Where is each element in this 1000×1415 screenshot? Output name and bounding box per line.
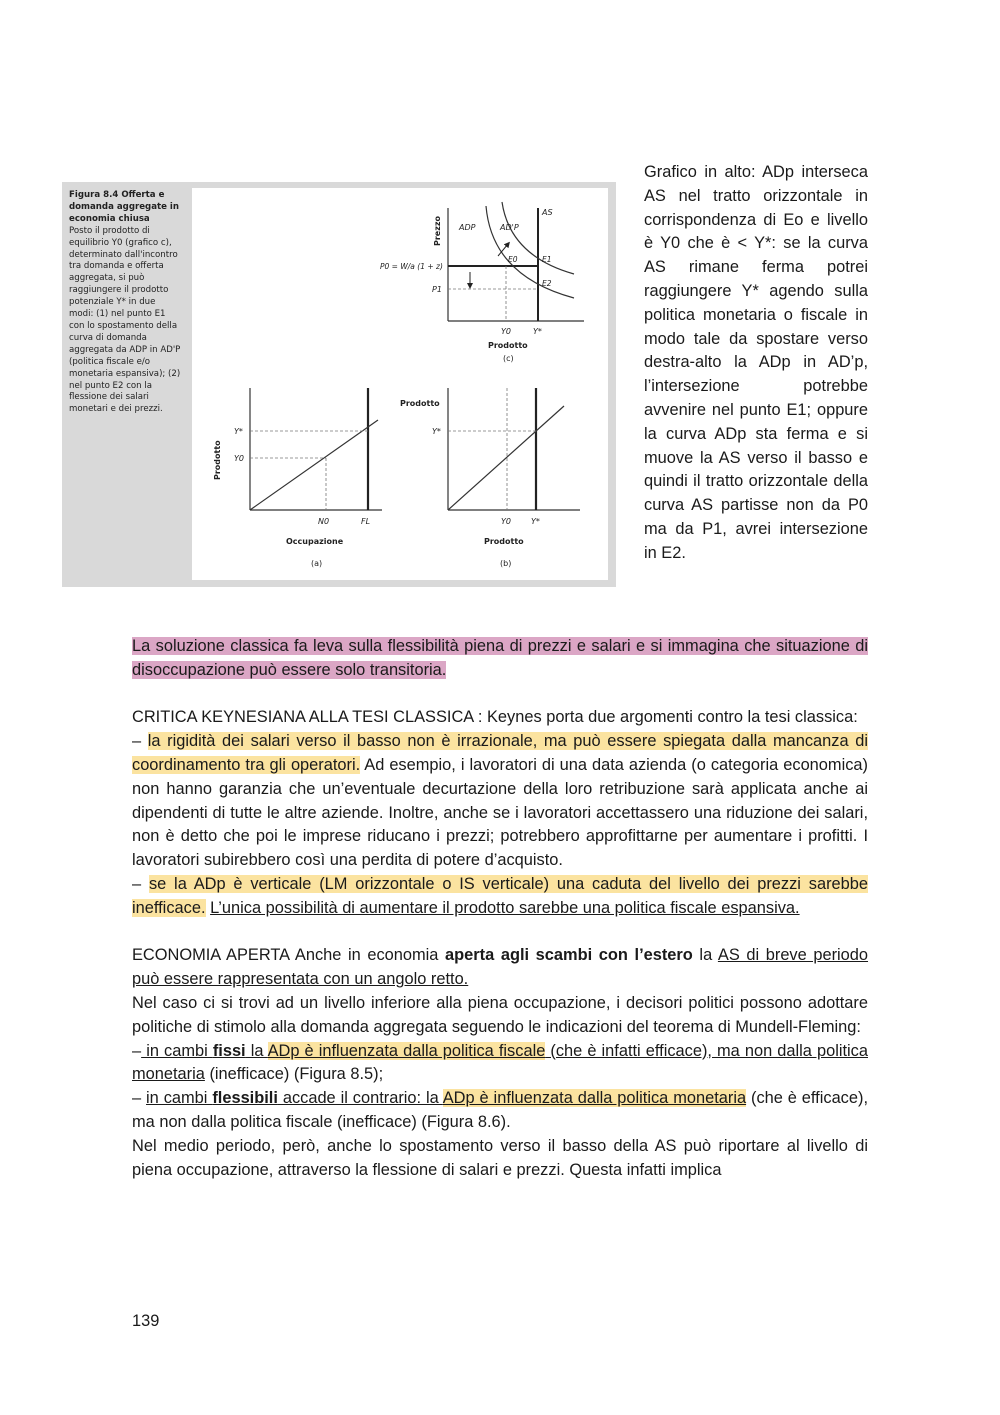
figure-caption-body: Posto il prodotto di equilibrio Y0 (grafico c), determinato dall'incontro tra domanda e offerta aggregata, si può raggiungere il prodotto potenziale Y* in due modi: (1) nel punto E1 con lo spostamento della curva di domanda aggregata da ADP in AD'P (politica fiscale e/o monetaria espansiva); (2) nel punto E2 con la flessione dei salari monetari e dei prezzi. (69, 225, 181, 415)
paragraph-open-economy (132, 944, 868, 992)
paragraph-text: Ad esempio, i lavoratori di una data azienda (o categoria economica) non hanno garanzia che un’eventuale decurtazione della loro retribuzione sarà applicata anche ai dipendenti di tutte le altre aziende. Inoltre, anche se i lavoratori accettassero una riduzione dei salari, non è detto che poi le imprese riducano i prezzi; potrebbero approfittarne per aumentare i profitti. I lavoratori subirebbero così una perdita di potere d’acquisto. (132, 755, 868, 870)
page-number: 139 (132, 1312, 160, 1330)
paragraph-argument-2 (132, 873, 868, 921)
highlight-yellow: se la ADp è verticale (LM orizzontale o IS verticale) una caduta del livello dei prezzi sarebbe inefficace. (132, 874, 868, 917)
paragraph-fixed-exchange (132, 1040, 868, 1088)
panel-a-x-label: Occupazione (286, 537, 344, 546)
paragraph-classical-solution (132, 635, 868, 683)
dash: – (132, 732, 148, 751)
panel-c-subtitle: (c) (503, 354, 514, 363)
bold-underlined-text: fissi (212, 1041, 246, 1060)
panel-a-tick-fl: FL (361, 517, 371, 526)
dash: – (132, 1089, 147, 1108)
side-text: Grafico in alto: ADp interseca AS nel tratto orizzontale in corrispondenza di Eo e livello è Y0 che è < Y*: se la curva AS rimane ferma potrei raggiungere Y* agendo sulla politica monetaria o fiscale in modo tale da spostare verso destra-alto la ADp in AD’p, l’intersezione potrebbe avvenire nel punto E1; oppure la curva ADp sta ferma e si muove la AS verso il basso e quindi il tratto orizzontale della curva AS partisse non da P0 ma da P1, avrei intersezione in E2. (644, 163, 868, 562)
p1-label: P1 (432, 285, 442, 294)
point-e1: E1 (542, 255, 552, 264)
panel-c-x-label: Prodotto (488, 341, 528, 350)
highlight-pink: La soluzione classica fa leva sulla flessibilità piena di prezzi e salari e si immagina che situazione di disoccupazione può essere solo transitoria. (132, 637, 868, 679)
paragraph-mundell-fleming: Nel caso ci si trovi ad un livello inferiore alla piena occupazione, i decisori politici possono adottare politiche di stimolo alla domanda aggregata seguendo le indicazioni del teorema di Mundell-Fleming: (132, 993, 868, 1036)
underlined-text: la (245, 1041, 268, 1060)
panel-a-tick-n0: N0 (318, 517, 330, 526)
paragraph-medium-period: Nel medio periodo, però, anche lo spostamento verso il basso della AS può riportare al livello di piena occupazione, attraverso la flessione di salari e prezzi. Questa infatti implica (132, 1136, 868, 1179)
figure-caption (69, 190, 181, 416)
panel-b-tick-ystar-x: Y* (531, 517, 540, 526)
underlined-text: in cambi (146, 1089, 213, 1108)
paragraph-text: la (692, 946, 718, 965)
figure-graphs (192, 188, 608, 580)
panel-b-45-line (448, 406, 564, 510)
bold-text: aperta agli scambi con l’estero (445, 946, 693, 965)
highlight-yellow: la rigidità dei salari verso il basso non è irrazionale, ma può essere spiegata dalla mancanza di coordinamento tra gli operatori. (132, 732, 868, 774)
panel-c-tick-ystar: Y* (533, 327, 542, 336)
paragraph-keynes-critique: CRITICA KEYNESIANA ALLA TESI CLASSICA : Keynes porta due argomenti contro la tesi classica: (132, 708, 858, 727)
highlight-yellow: ADp è influenzata dalla politica monetaria (442, 1089, 747, 1108)
underlined-text: (che è infatti efficace), ma non dalla politica monetaria (132, 1041, 868, 1084)
panel-b-subtitle: (b) (500, 559, 512, 568)
underlined-text: AS di breve periodo può essere rappresentata con un angolo retto. (132, 946, 869, 989)
panel-b (400, 388, 580, 568)
panel-a-tick-y0: Y0 (234, 454, 244, 463)
panel-c-y-label: Prezzo (433, 215, 442, 246)
panel-b-y-label: Prodotto (400, 399, 440, 408)
p0-label: P0 = W/a (1 + z) (380, 262, 443, 271)
point-e0: E0 (508, 255, 518, 264)
paragraph-text: (che è efficace), ma non dalla politica fiscale (inefficace) (Figura 8.6). (132, 1089, 869, 1131)
panel-c (380, 202, 584, 363)
highlight-yellow: ADp è influenzata dalla politica fiscale (267, 1041, 546, 1060)
figure-8-4 (62, 182, 616, 587)
underlined-text: L’unica possibilità di aumentare il prodotto sarebbe una politica fiscale espansiva. (210, 898, 800, 917)
paragraph-argument-1 (132, 730, 868, 873)
bold-underlined-text: flessibili (212, 1089, 278, 1108)
paragraph-text: ECONOMIA APERTA Anche in economia (132, 946, 446, 965)
ad-shifted-label: AD'P (500, 223, 519, 232)
panel-a-y-label: Prodotto (213, 440, 222, 480)
panel-c-tick-y0: Y0 (501, 327, 511, 336)
panel-b-tick-y0: Y0 (501, 517, 511, 526)
as-curve (448, 266, 538, 321)
panel-b-x-label: Prodotto (484, 537, 524, 546)
figure-caption-title: Figura 8.4 Offerta e domanda aggregate in economia chiusa (69, 190, 179, 224)
underlined-text: accade il contrario: la (277, 1089, 443, 1108)
as-label: AS (542, 208, 553, 217)
body-text (132, 635, 868, 1182)
panel-a (213, 388, 382, 568)
paragraph-flexible-exchange (132, 1087, 868, 1135)
figure-graphs-svg (192, 188, 608, 580)
paragraph-text: (inefficace) (Figura 8.5); (204, 1065, 384, 1084)
panel-b-tick-ystar: Y* (432, 427, 441, 436)
ad-label: ADP (459, 223, 476, 232)
underlined-text: in cambi (141, 1041, 213, 1060)
production-function (250, 420, 378, 510)
panel-a-tick-ystar: Y* (234, 427, 243, 436)
panel-a-subtitle: (a) (311, 559, 323, 568)
dash: – (132, 1041, 142, 1060)
dash: – (132, 874, 149, 893)
point-e2: E2 (542, 279, 552, 288)
